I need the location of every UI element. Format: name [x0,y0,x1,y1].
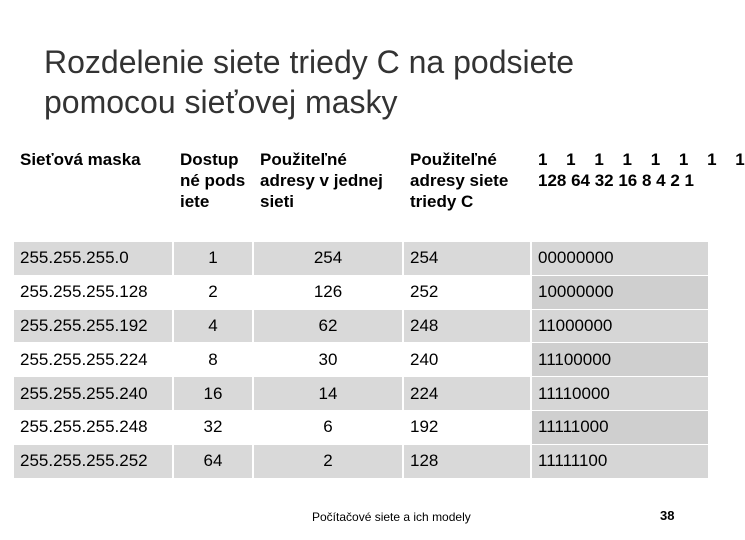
cell-subnets: 32 [173,410,253,444]
slide-title: Rozdelenie siete triedy C na podsiete pomocou sieťovej masky [44,44,575,120]
cell-subnets: 2 [173,275,253,309]
cell-mask: 255.255.255.192 [13,309,173,343]
header-subnet-mask: Sieťová maska [13,145,173,242]
header-usable-addresses-per-network: Použiteľné adresy v jednej sieti [253,145,403,242]
header-bits-line1: 1 1 1 1 1 1 1 1 [538,150,745,169]
cell-subnets: 8 [173,343,253,377]
slide-footer: Počítačové siete a ich modely [312,510,471,524]
cell-bits: 11110000 [531,377,709,411]
header-available-subnets: Dostupné podsiete [173,145,253,242]
table-row [13,275,709,309]
cell-subnets: 16 [173,377,253,411]
cell-hosts: 2 [253,444,403,478]
cell-hosts: 30 [253,343,403,377]
table-row [13,343,709,377]
cell-mask: 255.255.255.128 [13,275,173,309]
table-row [13,242,709,275]
cell-subnets: 1 [173,242,253,275]
table-header-row [13,145,709,242]
table-row [13,377,709,411]
cell-hosts: 14 [253,377,403,411]
cell-mask: 255.255.255.252 [13,444,173,478]
subnet-mask-table [12,145,745,479]
page-number: 38 [660,508,675,523]
cell-bits: 11000000 [531,309,709,343]
cell-hosts: 126 [253,275,403,309]
cell-total: 240 [403,343,531,377]
cell-mask: 255.255.255.224 [13,343,173,377]
table-row [13,309,709,343]
cell-subnets: 64 [173,444,253,478]
cell-hosts: 6 [253,410,403,444]
cell-bits: 11111000 [531,410,709,444]
cell-total: 252 [403,275,531,309]
cell-total: 248 [403,309,531,343]
table-row [13,410,709,444]
cell-bits: 10000000 [531,275,709,309]
header-usable-addresses-class-c: Použiteľné adresy siete triedy C [403,145,531,242]
cell-total: 224 [403,377,531,411]
cell-bits: 11100000 [531,343,709,377]
table-row [13,444,709,478]
cell-mask: 255.255.255.240 [13,377,173,411]
cell-mask: 255.255.255.0 [13,242,173,275]
cell-hosts: 62 [253,309,403,343]
header-bit-values [531,145,745,242]
cell-total: 192 [403,410,531,444]
cell-mask: 255.255.255.248 [13,410,173,444]
header-bits-line2: 128 64 32 16 8 4 2 1 [538,171,694,190]
cell-total: 254 [403,242,531,275]
cell-bits: 11111100 [531,444,709,478]
cell-total: 128 [403,444,531,478]
cell-bits: 00000000 [531,242,709,275]
cell-hosts: 254 [253,242,403,275]
cell-subnets: 4 [173,309,253,343]
